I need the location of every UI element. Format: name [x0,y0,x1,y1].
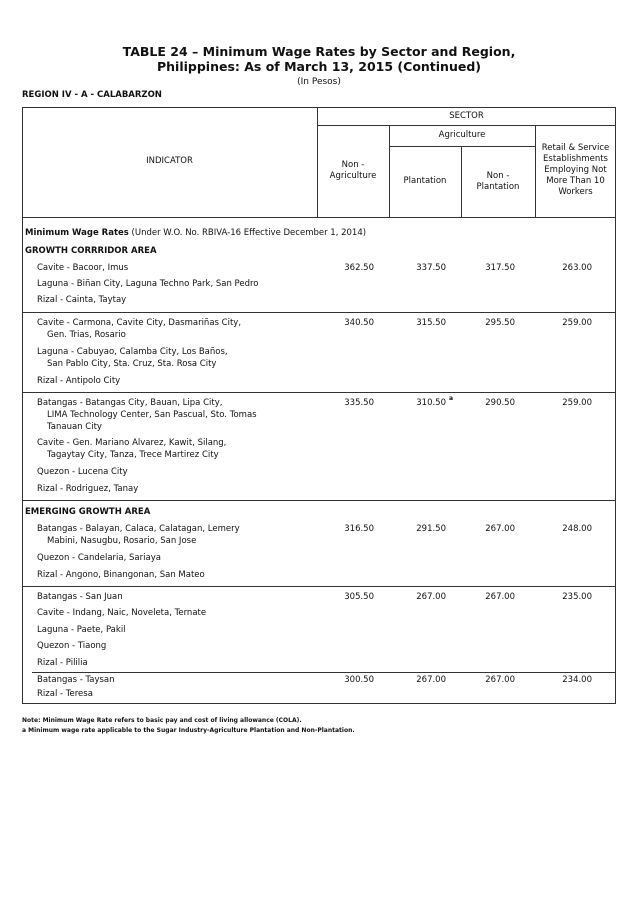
location-line: Rizal - Pililia [37,658,88,668]
location-line: Cavite - Carmona, Cavite City, Dasmariñas City, [37,318,242,328]
minimum-wage-rates-row: Minimum Wage Rates (Under W.O. No. RBIVA-16 Effective December 1, 2014) [25,228,367,238]
location-line: Cavite - Indang, Naic, Noveleta, Ternate [37,608,207,618]
retail-value: 234.00 [562,675,592,685]
retail-value: 235.00 [562,592,592,602]
header-bottom-rule [22,217,616,218]
sector-header: SECTOR [449,111,484,121]
location-line: Laguna - Cabuyao, Calamba City, Los Baños, [37,347,228,357]
retail-value: 259.00 [562,398,592,408]
non-plantation-header: Non - Plantation [476,171,520,192]
retail-value: 248.00 [562,524,592,534]
non-plantation-value: 267.00 [485,524,515,534]
location-line: Batangas - Taysan [37,675,115,685]
location-line: Cavite - Bacoor, Imus [37,263,129,273]
non-agriculture-header: Non - Agriculture [329,160,377,181]
footnote-a: a Minimum wage rate applicable to the Sugar Industry-Agriculture Plantation and Non-Plantation. [22,727,355,734]
non-agriculture-value: 340.50 [344,318,374,328]
plantation-value: 337.50 [416,263,446,273]
side-tick [615,449,616,458]
location-line: Rizal - Teresa [37,689,93,699]
non-plantation-value: 267.00 [485,675,515,685]
agriculture-header: Agriculture [438,130,486,140]
retail-value: 259.00 [562,318,592,328]
location-line: Cavite - Gen. Mariano Alvarez, Kawit, Silang, [37,438,227,448]
location-line: Tagaytay City, Tanza, Trece Martirez City [47,450,219,460]
location-line: Rizal - Cainta, Taytay [37,295,127,305]
non-plantation-value: 267.00 [485,592,515,602]
side-tick [22,449,23,458]
location-line: Rizal - Rodriguez, Tanay [37,484,139,494]
non-agriculture-value: 316.50 [344,524,374,534]
location-line: Mabini, Nasugbu, Rosario, San Jose [47,536,197,546]
location-line: Quezon - Tiaong [37,641,107,651]
plantation-value: 267.00 [416,675,446,685]
region-label: REGION IV - A - CALABARZON [22,90,162,100]
retail-value: 263.00 [562,263,592,273]
location-line: Gen. Trias, Rosario [47,330,126,340]
growth-corridor-area-heading: GROWTH CORRRIDOR AREA [25,246,157,256]
retail-header: Retail & Service Establishments Employing Not More Than 10 Workers [541,143,610,197]
group-divider [32,672,616,673]
unit-label: (In Pesos) [297,77,341,87]
non-agriculture-value: 300.50 [344,675,374,685]
location-line: Quezon - Candelaria, Sariaya [37,553,161,563]
emerging-growth-area-heading: EMERGING GROWTH AREA [25,507,151,517]
non-plantation-value: 290.50 [485,398,515,408]
group-divider [22,312,616,313]
location-line: LIMA Technology Center, San Pascual, Sto. Tomas [47,410,257,420]
location-line: Laguna - Paete, Pakil [37,625,126,635]
plantation-value: 310.50 [416,398,446,408]
location-line: San Pablo City, Sta. Cruz, Sta. Rosa City [47,359,217,369]
location-line: Rizal - Angono, Binangonan, San Mateo [37,570,205,580]
footnote-mark: a [449,395,454,402]
group-divider [22,500,616,501]
plantation-value: 291.50 [416,524,446,534]
table-title-line1: TABLE 24 – Minimum Wage Rates by Sector and Region, [122,44,516,59]
table-note: Note: Minimum Wage Rate refers to basic pay and cost of living allowance (COLA). [22,717,302,724]
header-divider [389,146,535,147]
location-line: Batangas - Batangas City, Bauan, Lipa City, [37,398,223,408]
location-line: Quezon - Lucena City [37,467,128,477]
non-agriculture-value: 335.50 [344,398,374,408]
group-divider [22,586,616,587]
location-line: Laguna - Biñan City, Laguna Techno Park, San Pedro [37,279,259,289]
header-divider [317,125,616,126]
location-line: Rizal - Antipolo City [37,376,121,386]
location-line: Batangas - Balayan, Calaca, Calatagan, Lemery [37,524,240,534]
plantation-value: 267.00 [416,592,446,602]
non-agriculture-value: 362.50 [344,263,374,273]
indicator-header: INDICATOR [146,156,193,166]
non-plantation-value: 295.50 [485,318,515,328]
plantation-header: Plantation [403,176,447,186]
location-line: Batangas - San Juan [37,592,123,602]
table-title-line2: Philippines: As of March 13, 2015 (Continued) [156,59,481,74]
non-plantation-value: 317.50 [485,263,515,273]
location-line: Tanauan City [47,422,102,432]
group-divider [22,392,616,393]
non-agriculture-value: 305.50 [344,592,374,602]
plantation-value: 315.50 [416,318,446,328]
